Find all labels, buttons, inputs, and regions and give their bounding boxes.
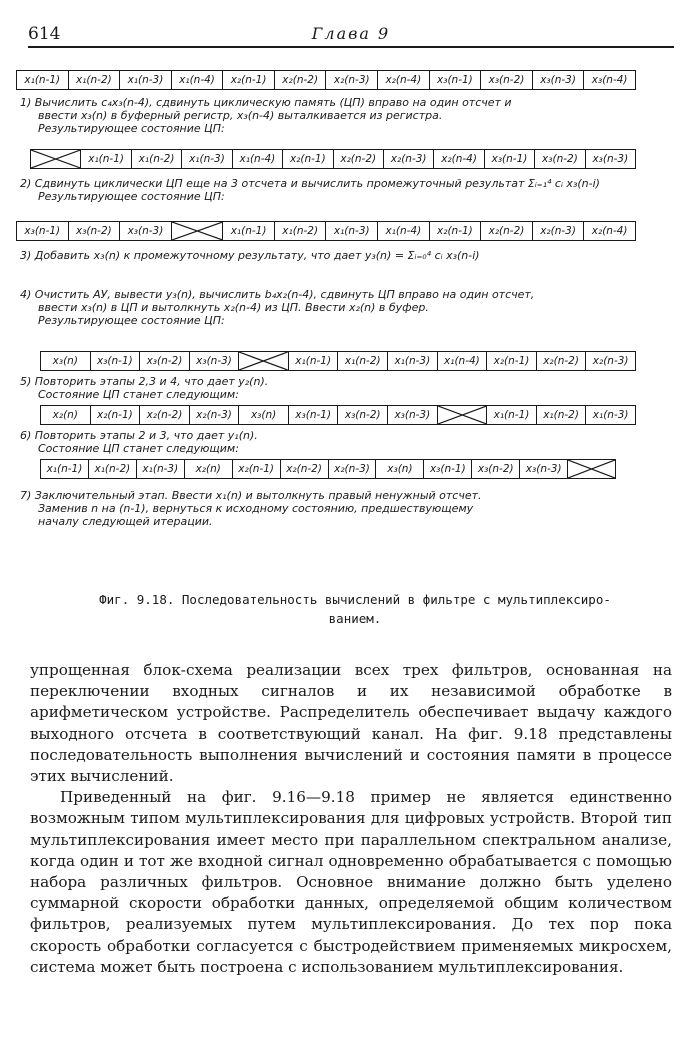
memory-cell: x₁(n-4) [233,150,283,168]
memory-cell: x₁(n-1) [487,406,537,424]
empty-cell [239,352,289,370]
step-4-line-1: 4) Очистить АУ, вывести y₃(n), вычислить b₄x₂(n-4), сдвинуть ЦП вправо на один отсчет, [20,288,535,301]
memory-cell: x₂(n-3) [190,406,240,424]
step-7-line-1: 7) Заключительный этап. Ввести x₁(n) и вытолкнуть правый ненужный отсчет. [20,489,482,502]
memory-cell: x₂(n-3) [326,71,378,89]
memory-cell: x₁(n-2) [275,222,327,240]
memory-cell: x₃(n-1) [424,460,472,478]
memory-cell: x₂(n-1) [223,71,275,89]
empty-cell [438,406,488,424]
paragraph-1: упрощенная блок-схема реализации всех трех фильтров, основанная на переключении входных сигналов и их независимой обработке в арифметическом устройстве. Распределитель обеспечивает выдачу каждого выходного отсчета в соответствующий канал. На фиг. 9.18 представлены последовательность выполнения вычислений и состояния памяти в процессе этих вычислений. [30,661,672,786]
memory-cell: x₂(n-3) [384,150,434,168]
step-7-line-2: Заменив n на (n-1), вернуться к исходному состоянию, предшествующему [38,502,474,515]
memory-cell: x₁(n-4) [438,352,488,370]
body-text [30,660,672,978]
step-6 [20,429,636,455]
memory-cell: x₁(n-3) [182,150,232,168]
step-4-line-2: ввести x₃(n) в ЦП и вытолкнуть x₂(n-4) из ЦП. Ввести x₂(n) в буфер. [38,301,429,314]
memory-cell: x₁(n-3) [592,409,629,421]
step-1 [20,96,636,135]
memory-cell: x₃(n) [376,460,424,478]
memory-cell: x₂(n-1) [233,460,281,478]
page-number: 614 [28,24,61,44]
caption-line-2: ванием. [328,611,382,626]
figure-caption [60,590,650,628]
step-5-line-1: 5) Повторить этапы 2,3 и 4, что дает y₂(n). [20,375,269,388]
paragraph-2: Приведенный на фиг. 9.16—9.18 пример не является единственно возможным типом мультиплексирования для цифровых устройств. Второй тип мультиплексирования имеет место при параллельном спектральном анализе, когда один и тот же входной сигнал одновременно обрабатывается с помощью набора различных фильтров. Основное внимание должно быть уделено суммарной скорости обработки данных, определяемой общим количеством фильтров, реализуемых путем мультиплексирования. До тех пор пока скорость обработки согласуется с быстродействием применяемых микросхем, система может быть построена с использованием мультиплексирования. [30,788,672,976]
memory-cell: x₁(n-3) [326,222,378,240]
memory-cell: x₃(n-3) [592,153,629,165]
memory-cell: x₃(n-3) [190,352,240,370]
memory-cell: x₁(n-2) [69,71,121,89]
memory-cell: x₂(n-2) [140,406,190,424]
memory-cell: x₃(n-3) [533,71,585,89]
memory-cell: x₂(n-4) [378,71,430,89]
memory-cell: x₂(n-4) [434,150,484,168]
memory-cell: x₃(n) [41,352,91,370]
memory-cell: x₃(n-4) [591,74,628,86]
page-header [28,22,674,48]
step-4-line-3: Результирующее состояние ЦП: [38,314,225,327]
memory-cell: x₁(n-4) [378,222,430,240]
memory-cell: x₃(n-3) [520,460,568,478]
memory-cell: x₁(n-2) [338,352,388,370]
step-4 [20,288,636,327]
memory-cell: x₂(n-3) [533,222,585,240]
memory-cell: x₁(n-3) [120,71,172,89]
memory-cell: x₂(n-3) [329,460,377,478]
step-5 [20,375,636,401]
memory-row-2 [16,221,636,241]
step-1-line-1: 1) Вычислить c₄x₃(n-4), сдвинуть циклическую память (ЦП) вправо на один отсчет и [20,96,512,109]
memory-cell: x₃(n-2) [481,71,533,89]
empty-cell [31,150,81,168]
memory-cell: x₃(n-1) [289,406,339,424]
memory-cell: x₂(n-2) [481,222,533,240]
memory-row-initial [16,70,636,90]
memory-cell: x₃(n-1) [485,150,535,168]
memory-cell: x₂(n) [185,460,233,478]
memory-cell: x₁(n-2) [89,460,137,478]
memory-cell: x₁(n-3) [137,460,185,478]
memory-cell: x₂(n-2) [281,460,329,478]
memory-cell: x₃(n-1) [430,71,482,89]
figure-9-18 [16,70,636,528]
memory-cell: x₃(n-1) [17,222,69,240]
memory-cell: x₂(n-1) [283,150,333,168]
memory-cell: x₃(n-3) [120,222,172,240]
memory-cell: x₂(n-2) [275,71,327,89]
memory-cell: x₃(n-2) [140,352,190,370]
memory-row-3 [40,351,636,371]
step-7 [20,489,636,528]
memory-cell: x₁(n-1) [81,150,131,168]
memory-cell: x₃(n-2) [338,406,388,424]
memory-row-4 [40,405,636,425]
step-2 [20,177,636,203]
chapter-title: Глава 9 [311,24,391,43]
memory-cell: x₂(n-4) [591,225,628,237]
step-2-line-2: Результирующее состояние ЦП: [38,190,225,203]
memory-cell: x₂(n-1) [91,406,141,424]
step-6-line-1: 6) Повторить этапы 2 и 3, что дает y₁(n). [20,429,258,442]
memory-cell: x₁(n-4) [172,71,224,89]
step-5-line-2: Состояние ЦП станет следующим: [38,388,239,401]
memory-row-1 [30,149,636,169]
memory-cell: x₂(n-2) [537,352,587,370]
memory-cell: x₂(n-1) [430,222,482,240]
caption-line-1: Фиг. 9.18. Последовательность вычислений в фильтре с мультиплексиро- [99,592,611,607]
memory-cell: x₃(n-2) [472,460,520,478]
memory-cell: x₃(n) [239,406,289,424]
memory-cell: x₂(n-3) [592,355,629,367]
memory-cell: x₁(n-1) [41,460,89,478]
memory-cell: x₁(n-1) [289,352,339,370]
memory-cell: x₃(n-3) [388,406,438,424]
memory-cell: x₁(n-1) [223,222,275,240]
memory-cell: x₁(n-1) [17,71,69,89]
step-2-line-1: 2) Сдвинуть циклически ЦП еще на 3 отсчета и вычислить промежуточный результат Σᵢ₌₁⁴ cᵢ x₃(n-i) [20,177,600,190]
memory-cell: x₁(n-3) [388,352,438,370]
step-1-line-2: ввести x₃(n) в буферный регистр, x₃(n-4) выталкивается из регистра. [38,109,443,122]
memory-cell: x₃(n-2) [535,150,585,168]
memory-cell: x₃(n-2) [69,222,121,240]
memory-cell: x₃(n-1) [91,352,141,370]
memory-cell: x₁(n-2) [132,150,182,168]
empty-cell [172,222,224,240]
memory-cell: x₁(n-2) [537,406,587,424]
step-6-line-2: Состояние ЦП станет следующим: [38,442,239,455]
empty-cell [568,460,615,478]
memory-cell: x₂(n-1) [487,352,537,370]
step-3 [20,249,636,262]
memory-row-5 [40,459,616,479]
step-3-line-1: 3) Добавить x₃(n) к промежуточному результату, что дает y₃(n) = Σᵢ₌₀⁴ cᵢ x₃(n-i) [20,249,480,262]
memory-cell: x₂(n-2) [334,150,384,168]
step-7-line-3: началу следующей итерации. [38,515,213,528]
step-1-line-3: Результирующее состояние ЦП: [38,122,225,135]
memory-cell: x₂(n) [41,406,91,424]
